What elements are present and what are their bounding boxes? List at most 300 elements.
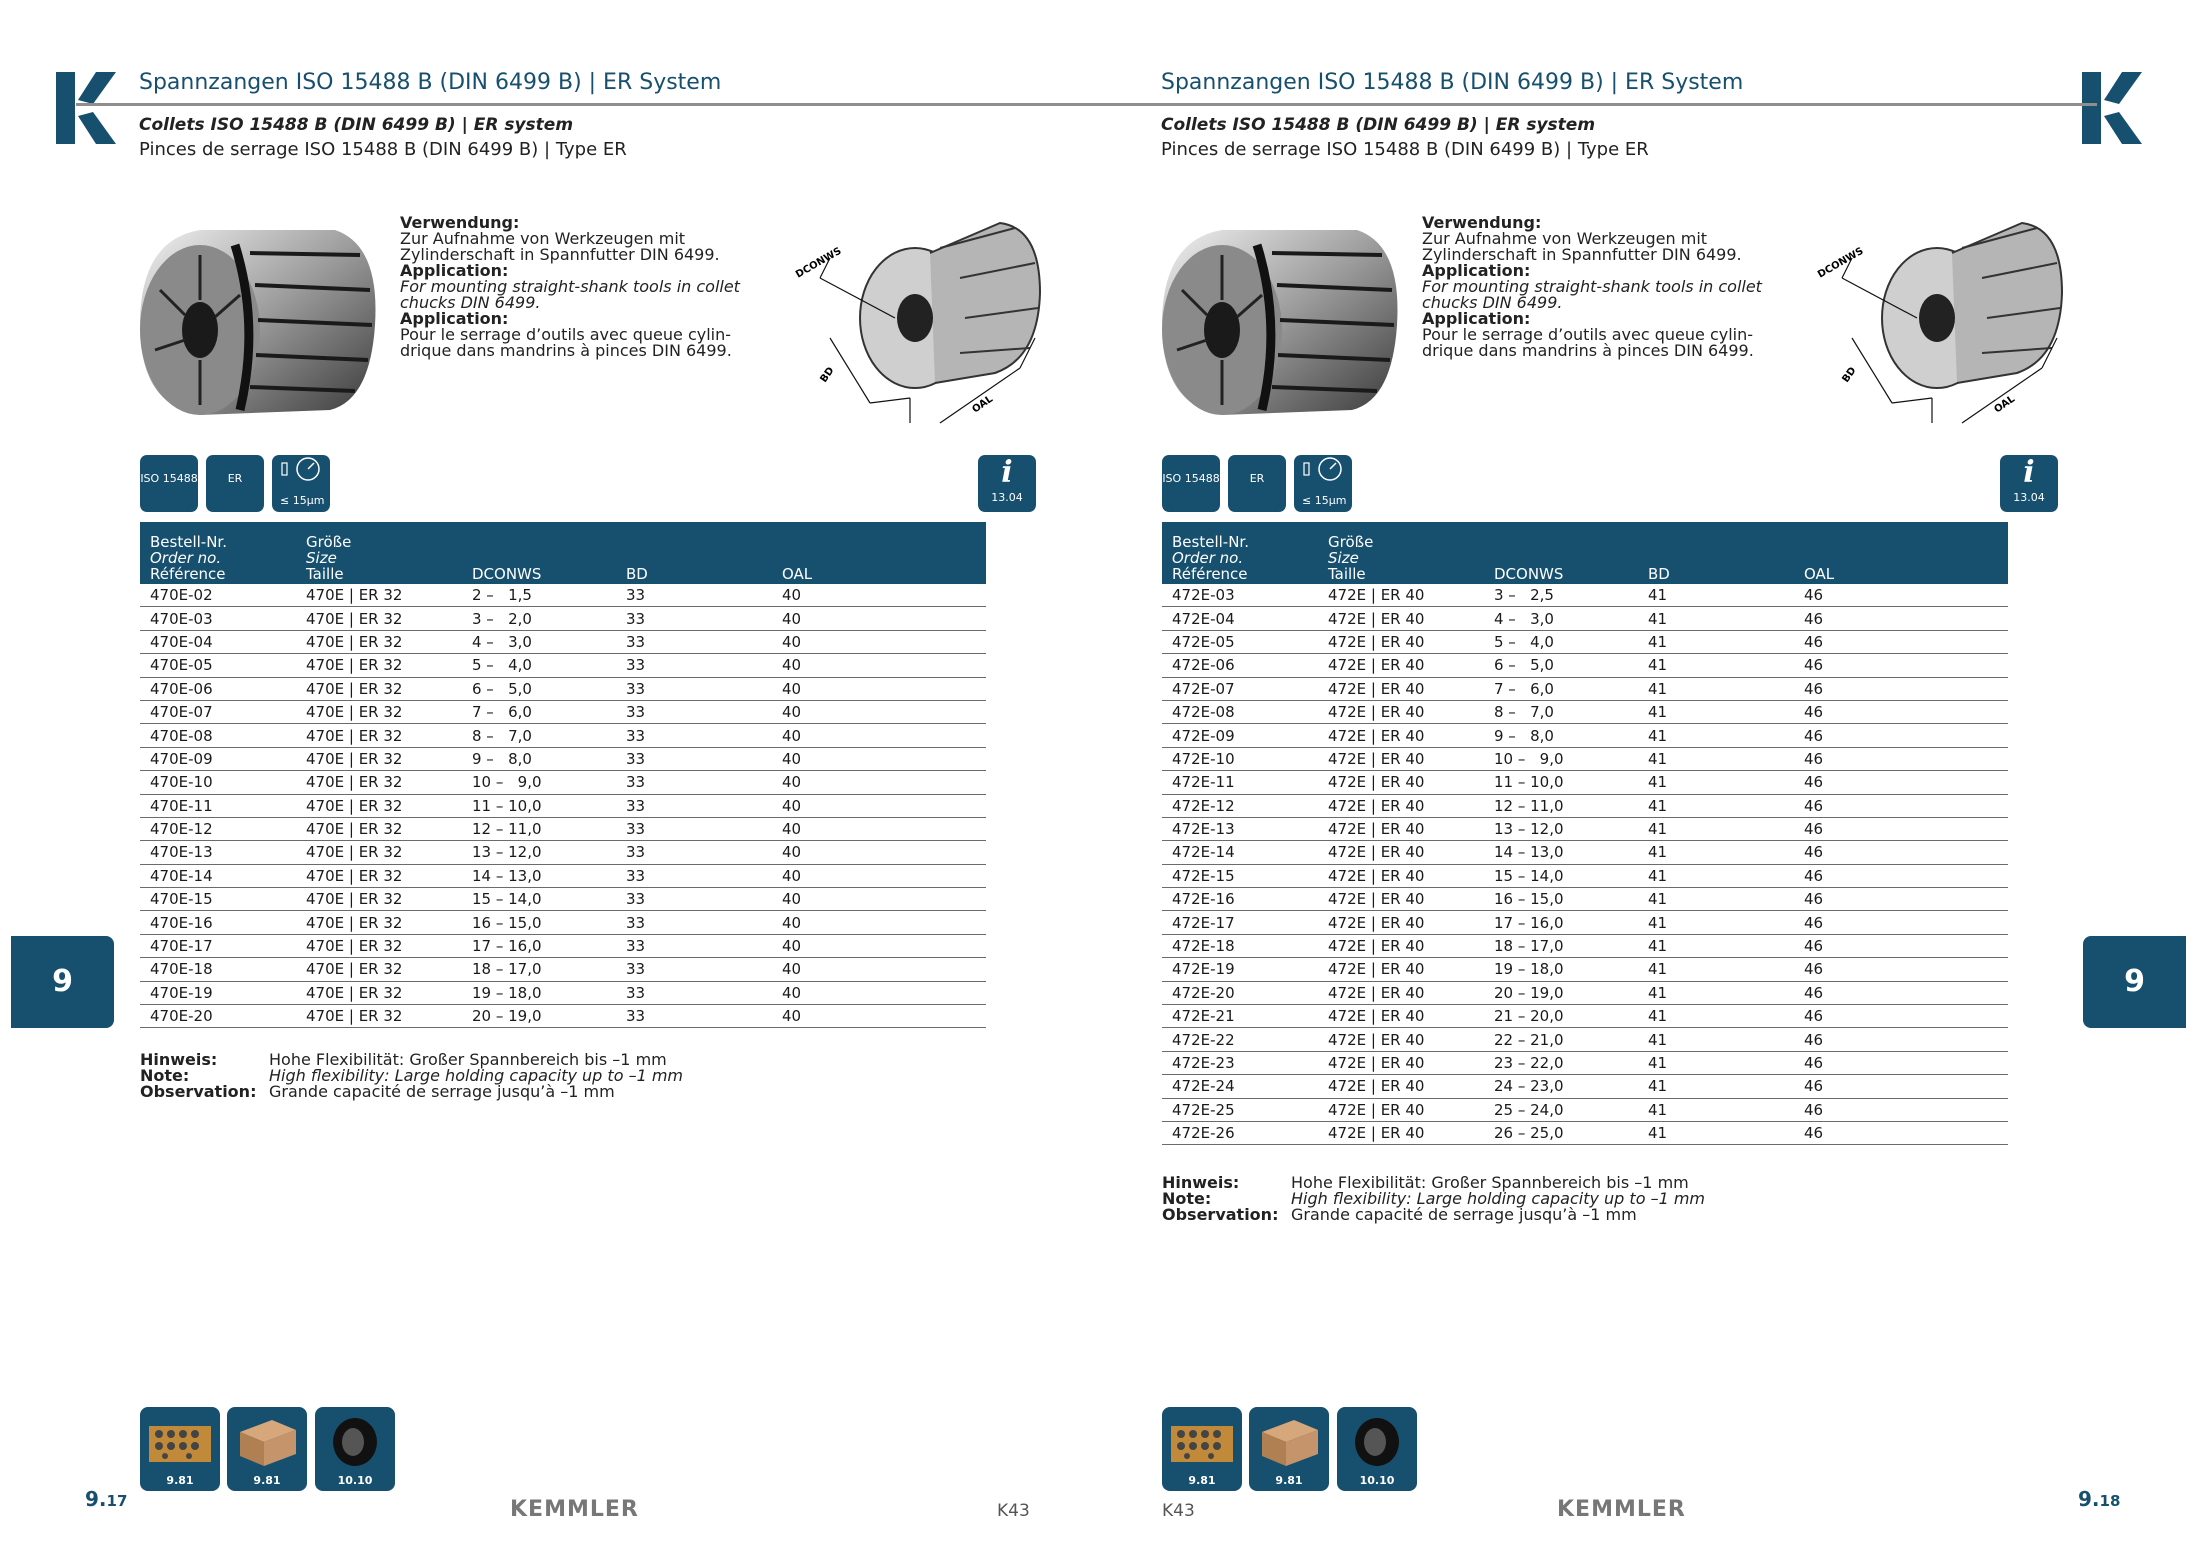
- cell-bd: 33: [616, 888, 772, 911]
- cell-bd: 41: [1638, 934, 1794, 957]
- cell-oal: 40: [772, 724, 986, 747]
- cell-size: 472E | ER 40: [1318, 654, 1484, 677]
- cell-oal: 46: [1794, 911, 2008, 934]
- table-row: [140, 700, 986, 723]
- collet-tray-icon: [145, 1412, 215, 1472]
- cell-order-no: 470E-10: [140, 771, 296, 794]
- runout-badge: ≤ 15μm: [1294, 455, 1352, 512]
- cell-order-no: 470E-11: [140, 794, 296, 817]
- cell-size: 470E | ER 32: [296, 607, 462, 630]
- header-size: Größe Size Taille: [1318, 522, 1484, 584]
- table-header-row: [140, 522, 986, 584]
- cell-dconws: 4 – 3,0: [1484, 607, 1638, 630]
- cell-oal: 40: [772, 981, 986, 1004]
- cell-dconws: 9 – 8,0: [1484, 724, 1638, 747]
- table-row: [1162, 1028, 2008, 1051]
- cell-size: 472E | ER 40: [1318, 747, 1484, 770]
- runout-badge: ≤ 15μm: [272, 455, 330, 512]
- page-number: 9.18: [2078, 1487, 2121, 1511]
- notes: Hinweis: Hohe Flexibilität: Großer Spannbereich bis –1 mm Note: High flexibility: Large holding capacity up to –1 mm Observation: Grande capacité de serrage jusqu’à –1 mm: [1162, 1173, 1706, 1224]
- cell-oal: 40: [772, 794, 986, 817]
- header-oal: OAL: [772, 522, 986, 584]
- table-row: [1162, 607, 2008, 630]
- cell-dconws: 25 – 24,0: [1484, 1098, 1638, 1121]
- clamping-nut-icon: [320, 1412, 390, 1472]
- cell-bd: 33: [616, 1005, 772, 1028]
- cell-dconws: 6 – 5,0: [1484, 654, 1638, 677]
- cell-oal: 40: [772, 584, 986, 607]
- cell-bd: 41: [1638, 630, 1794, 653]
- accessory-box-link[interactable]: 9.81: [1249, 1407, 1329, 1491]
- header-rule: [76, 103, 1097, 106]
- table-row: [1162, 981, 2008, 1004]
- table-row: [1162, 1098, 2008, 1121]
- cell-order-no: 472E-19: [1162, 958, 1318, 981]
- cell-order-no: 470E-07: [140, 700, 296, 723]
- cell-size: 470E | ER 32: [296, 630, 462, 653]
- cell-bd: 41: [1638, 888, 1794, 911]
- cell-size: 472E | ER 40: [1318, 958, 1484, 981]
- accessory-nut-link[interactable]: 10.10: [1337, 1407, 1417, 1491]
- table-row: [140, 654, 986, 677]
- cell-dconws: 24 – 23,0: [1484, 1075, 1638, 1098]
- cell-dconws: 18 – 17,0: [462, 958, 616, 981]
- section-tab[interactable]: 9: [2083, 936, 2186, 1028]
- cell-dconws: 22 – 21,0: [1484, 1028, 1638, 1051]
- cell-dconws: 26 – 25,0: [1484, 1121, 1638, 1144]
- cell-dconws: 18 – 17,0: [1484, 934, 1638, 957]
- notes: Hinweis: Hohe Flexibilität: Großer Spannbereich bis –1 mm Note: High flexibility: Large holding capacity up to –1 mm Observation: Grande capacité de serrage jusqu’à –1 mm: [140, 1050, 684, 1101]
- table-row: [140, 584, 986, 607]
- table-row: [1162, 700, 2008, 723]
- cell-bd: 33: [616, 654, 772, 677]
- cell-order-no: 470E-17: [140, 934, 296, 957]
- cell-dconws: 4 – 3,0: [462, 630, 616, 653]
- cell-order-no: 472E-23: [1162, 1051, 1318, 1074]
- iso-badge: ISO 15488: [140, 455, 198, 512]
- cell-order-no: 472E-22: [1162, 1028, 1318, 1051]
- cell-dconws: 9 – 8,0: [462, 747, 616, 770]
- cell-bd: 41: [1638, 958, 1794, 981]
- cell-bd: 33: [616, 864, 772, 887]
- cell-bd: 33: [616, 677, 772, 700]
- usage-text: Verwendung: Zur Aufnahme von Werkzeugen mit Zylinderschaft in Spannfutter DIN 6499. Application: For mounting straight-shank tools in collet chucks DIN 6499. Application: Pour le serrage d’outils avec queue cylin-drique dans mandrins à pinces DIN 6499.: [1422, 213, 1762, 360]
- table-row: [140, 864, 986, 887]
- cell-oal: 40: [772, 654, 986, 677]
- cell-order-no: 470E-09: [140, 747, 296, 770]
- cell-dconws: 5 – 4,0: [462, 654, 616, 677]
- cell-bd: 33: [616, 700, 772, 723]
- cell-size: 470E | ER 32: [296, 747, 462, 770]
- cell-bd: 41: [1638, 724, 1794, 747]
- cell-oal: 46: [1794, 584, 2008, 607]
- cell-bd: 41: [1638, 654, 1794, 677]
- wooden-box-icon: [1254, 1412, 1324, 1472]
- table-row: [1162, 934, 2008, 957]
- cell-order-no: 472E-25: [1162, 1098, 1318, 1121]
- cell-size: 470E | ER 32: [296, 654, 462, 677]
- cell-size: 470E | ER 32: [296, 864, 462, 887]
- cell-oal: 46: [1794, 817, 2008, 840]
- page-ref: K43: [997, 1501, 1030, 1521]
- cell-order-no: 472E-21: [1162, 1005, 1318, 1028]
- cell-oal: 46: [1794, 771, 2008, 794]
- cell-oal: 46: [1794, 1028, 2008, 1051]
- cell-size: 472E | ER 40: [1318, 864, 1484, 887]
- table-row: [140, 724, 986, 747]
- cell-order-no: 470E-19: [140, 981, 296, 1004]
- cell-dconws: 12 – 11,0: [462, 817, 616, 840]
- cell-size: 472E | ER 40: [1318, 1098, 1484, 1121]
- cell-size: 470E | ER 32: [296, 700, 462, 723]
- cell-dconws: 13 – 12,0: [1484, 817, 1638, 840]
- cell-order-no: 472E-20: [1162, 981, 1318, 1004]
- cell-size: 470E | ER 32: [296, 724, 462, 747]
- cell-dconws: 3 – 2,5: [1484, 584, 1638, 607]
- table-row: [1162, 584, 2008, 607]
- table-row: [1162, 630, 2008, 653]
- header-order-no: Bestell-Nr. Order no. Référence: [1162, 522, 1318, 584]
- cell-oal: 46: [1794, 1005, 2008, 1028]
- table-row: [140, 958, 986, 981]
- cell-bd: 41: [1638, 911, 1794, 934]
- cell-order-no: 470E-20: [140, 1005, 296, 1028]
- cell-order-no: 472E-16: [1162, 888, 1318, 911]
- cell-oal: 40: [772, 607, 986, 630]
- table-row: [1162, 771, 2008, 794]
- cell-bd: 41: [1638, 981, 1794, 1004]
- cell-bd: 33: [616, 981, 772, 1004]
- cell-size: 470E | ER 32: [296, 1005, 462, 1028]
- cell-size: 470E | ER 32: [296, 934, 462, 957]
- table-row: [1162, 747, 2008, 770]
- cell-size: 470E | ER 32: [296, 584, 462, 607]
- cell-size: 472E | ER 40: [1318, 841, 1484, 864]
- cell-order-no: 470E-16: [140, 911, 296, 934]
- collet-table: [140, 522, 986, 1028]
- table-row: [140, 841, 986, 864]
- cell-size: 470E | ER 32: [296, 888, 462, 911]
- page-title: Spannzangen ISO 15488 B (DIN 6499 B) | ER System: [139, 70, 722, 95]
- cell-dconws: 17 – 16,0: [462, 934, 616, 957]
- table-row: [140, 630, 986, 653]
- cell-dconws: 19 – 18,0: [462, 981, 616, 1004]
- cell-dconws: 20 – 19,0: [462, 1005, 616, 1028]
- section-tab[interactable]: 9: [11, 936, 114, 1028]
- cell-oal: 40: [772, 771, 986, 794]
- table-row: [1162, 958, 2008, 981]
- cell-oal: 46: [1794, 654, 2008, 677]
- cell-size: 472E | ER 40: [1318, 1005, 1484, 1028]
- cell-bd: 41: [1638, 1075, 1794, 1098]
- cell-bd: 41: [1638, 677, 1794, 700]
- cell-size: 470E | ER 32: [296, 794, 462, 817]
- iso-badge: ISO 15488: [1162, 455, 1220, 512]
- cell-size: 470E | ER 32: [296, 981, 462, 1004]
- brand-wordmark: KEMMLER: [510, 1497, 639, 1522]
- cell-bd: 41: [1638, 1051, 1794, 1074]
- bd-label: BD: [818, 365, 837, 385]
- er-badge: ER: [206, 455, 264, 512]
- cell-order-no: 472E-13: [1162, 817, 1318, 840]
- cell-oal: 46: [1794, 958, 2008, 981]
- cell-dconws: 2 – 1,5: [462, 584, 616, 607]
- cell-oal: 46: [1794, 1051, 2008, 1074]
- cell-bd: 33: [616, 911, 772, 934]
- accessory-box-link[interactable]: 9.81: [227, 1407, 307, 1491]
- cell-size: 472E | ER 40: [1318, 911, 1484, 934]
- cell-dconws: 16 – 15,0: [1484, 888, 1638, 911]
- cell-order-no: 472E-17: [1162, 911, 1318, 934]
- cell-size: 472E | ER 40: [1318, 817, 1484, 840]
- table-row: [140, 607, 986, 630]
- cell-order-no: 472E-03: [1162, 584, 1318, 607]
- cell-oal: 40: [772, 817, 986, 840]
- cell-size: 472E | ER 40: [1318, 1051, 1484, 1074]
- cell-order-no: 470E-18: [140, 958, 296, 981]
- cell-size: 472E | ER 40: [1318, 724, 1484, 747]
- cell-size: 472E | ER 40: [1318, 981, 1484, 1004]
- collet-table: [1162, 522, 2008, 1145]
- cell-order-no: 470E-05: [140, 654, 296, 677]
- wooden-box-icon: [232, 1412, 302, 1472]
- cell-order-no: 472E-07: [1162, 677, 1318, 700]
- table-row: [1162, 911, 2008, 934]
- table-row: [1162, 1121, 2008, 1144]
- cell-bd: 41: [1638, 1121, 1794, 1144]
- cell-bd: 41: [1638, 607, 1794, 630]
- collet-photo: [1152, 215, 1412, 425]
- cell-oal: 40: [772, 630, 986, 653]
- table-row: [140, 677, 986, 700]
- cell-bd: 33: [616, 607, 772, 630]
- cell-order-no: 470E-08: [140, 724, 296, 747]
- cell-oal: 40: [772, 934, 986, 957]
- info-badge[interactable]: i 13.04: [2000, 455, 2058, 512]
- cell-order-no: 470E-12: [140, 817, 296, 840]
- cell-oal: 46: [1794, 888, 2008, 911]
- bd-label: BD: [1840, 365, 1859, 385]
- cell-bd: 33: [616, 747, 772, 770]
- cell-dconws: 23 – 22,0: [1484, 1051, 1638, 1074]
- table-row: [1162, 724, 2008, 747]
- cell-oal: 46: [1794, 724, 2008, 747]
- right-page: [1097, 0, 2194, 1559]
- cell-bd: 41: [1638, 771, 1794, 794]
- cell-dconws: 21 – 20,0: [1484, 1005, 1638, 1028]
- table-row: [1162, 888, 2008, 911]
- kemmler-k-logo: [56, 72, 116, 144]
- cell-order-no: 472E-18: [1162, 934, 1318, 957]
- cell-size: 470E | ER 32: [296, 958, 462, 981]
- table-row: [140, 888, 986, 911]
- cell-bd: 33: [616, 958, 772, 981]
- cell-order-no: 472E-06: [1162, 654, 1318, 677]
- cell-size: 470E | ER 32: [296, 911, 462, 934]
- table-row: [1162, 1051, 2008, 1074]
- info-badge[interactable]: i 13.04: [978, 455, 1036, 512]
- cell-bd: 41: [1638, 1028, 1794, 1051]
- oal-label: OAL: [970, 393, 996, 416]
- cell-oal: 40: [772, 1005, 986, 1028]
- cell-dconws: 17 – 16,0: [1484, 911, 1638, 934]
- cell-size: 470E | ER 32: [296, 817, 462, 840]
- cell-size: 472E | ER 40: [1318, 1028, 1484, 1051]
- cell-order-no: 472E-10: [1162, 747, 1318, 770]
- collet-dimension-drawing: [790, 208, 1050, 438]
- dial-gauge-icon: [1294, 455, 1352, 489]
- cell-order-no: 472E-05: [1162, 630, 1318, 653]
- er-badge: ER: [1228, 455, 1286, 512]
- cell-size: 472E | ER 40: [1318, 607, 1484, 630]
- cell-oal: 46: [1794, 864, 2008, 887]
- cell-size: 472E | ER 40: [1318, 934, 1484, 957]
- cell-oal: 46: [1794, 747, 2008, 770]
- cell-dconws: 14 – 13,0: [1484, 841, 1638, 864]
- cell-order-no: 472E-12: [1162, 794, 1318, 817]
- header-size: Größe Size Taille: [296, 522, 462, 584]
- cell-order-no: 470E-14: [140, 864, 296, 887]
- cell-size: 472E | ER 40: [1318, 630, 1484, 653]
- cell-size: 472E | ER 40: [1318, 888, 1484, 911]
- page-ref: K43: [1162, 1501, 1195, 1521]
- cell-bd: 41: [1638, 864, 1794, 887]
- cell-order-no: 470E-06: [140, 677, 296, 700]
- dconws-label: DCONWS: [1816, 245, 1866, 281]
- cell-oal: 46: [1794, 981, 2008, 1004]
- cell-dconws: 11 – 10,0: [1484, 771, 1638, 794]
- cell-size: 472E | ER 40: [1318, 1075, 1484, 1098]
- collet-dimension-drawing: [1812, 208, 2072, 438]
- cell-size: 470E | ER 32: [296, 771, 462, 794]
- cell-oal: 40: [772, 958, 986, 981]
- cell-order-no: 472E-09: [1162, 724, 1318, 747]
- cell-order-no: 472E-14: [1162, 841, 1318, 864]
- cell-bd: 41: [1638, 700, 1794, 723]
- dconws-label: DCONWS: [794, 245, 844, 281]
- cell-oal: 46: [1794, 934, 2008, 957]
- accessory-tray-link[interactable]: 9.81: [1162, 1407, 1242, 1491]
- kemmler-k-logo: [2082, 72, 2142, 144]
- cell-bd: 33: [616, 841, 772, 864]
- cell-oal: 40: [772, 841, 986, 864]
- table-row: [1162, 864, 2008, 887]
- header-rule: [1097, 103, 2097, 106]
- cell-size: 472E | ER 40: [1318, 700, 1484, 723]
- cell-oal: 40: [772, 747, 986, 770]
- collet-tray-icon: [1167, 1412, 1237, 1472]
- cell-oal: 40: [772, 911, 986, 934]
- usage-text: Verwendung: Zur Aufnahme von Werkzeugen mit Zylinderschaft in Spannfutter DIN 6499. Application: For mounting straight-shank tools in collet chucks DIN 6499. Application: Pour le serrage d’outils avec queue cylin-drique dans mandrins à pinces DIN 6499.: [400, 213, 740, 360]
- cell-dconws: 3 – 2,0: [462, 607, 616, 630]
- cell-order-no: 470E-15: [140, 888, 296, 911]
- cell-dconws: 12 – 11,0: [1484, 794, 1638, 817]
- page-number: 9.17: [85, 1487, 128, 1511]
- cell-oal: 46: [1794, 677, 2008, 700]
- table-row: [1162, 841, 2008, 864]
- cell-bd: 41: [1638, 841, 1794, 864]
- cell-oal: 46: [1794, 1075, 2008, 1098]
- table-header-row: [1162, 522, 2008, 584]
- cell-oal: 46: [1794, 794, 2008, 817]
- table-row: [140, 934, 986, 957]
- table-row: [140, 817, 986, 840]
- accessory-tray-link[interactable]: 9.81: [140, 1407, 220, 1491]
- table-row: [1162, 817, 2008, 840]
- cell-dconws: 19 – 18,0: [1484, 958, 1638, 981]
- cell-dconws: 5 – 4,0: [1484, 630, 1638, 653]
- header-order-no: Bestell-Nr. Order no. Référence: [140, 522, 296, 584]
- cell-dconws: 15 – 14,0: [462, 888, 616, 911]
- table-row: [140, 981, 986, 1004]
- cell-oal: 40: [772, 888, 986, 911]
- cell-size: 470E | ER 32: [296, 841, 462, 864]
- table-row: [1162, 1075, 2008, 1098]
- cell-dconws: 20 – 19,0: [1484, 981, 1638, 1004]
- dial-gauge-icon: [272, 455, 330, 489]
- cell-oal: 40: [772, 677, 986, 700]
- collet-photo: [130, 215, 390, 425]
- cell-bd: 33: [616, 584, 772, 607]
- cell-dconws: 10 – 9,0: [1484, 747, 1638, 770]
- cell-dconws: 13 – 12,0: [462, 841, 616, 864]
- cell-order-no: 472E-04: [1162, 607, 1318, 630]
- page-title: Spannzangen ISO 15488 B (DIN 6499 B) | ER System: [1161, 70, 1744, 95]
- cell-bd: 41: [1638, 794, 1794, 817]
- cell-dconws: 15 – 14,0: [1484, 864, 1638, 887]
- header-bd: BD: [616, 522, 772, 584]
- header-bd: BD: [1638, 522, 1794, 584]
- cell-size: 472E | ER 40: [1318, 1121, 1484, 1144]
- cell-size: 472E | ER 40: [1318, 794, 1484, 817]
- table-row: [140, 747, 986, 770]
- cell-order-no: 472E-08: [1162, 700, 1318, 723]
- cell-bd: 41: [1638, 1098, 1794, 1121]
- cell-oal: 46: [1794, 841, 2008, 864]
- cell-oal: 40: [772, 864, 986, 887]
- cell-dconws: 10 – 9,0: [462, 771, 616, 794]
- header-oal: OAL: [1794, 522, 2008, 584]
- subtitle-fr: Pinces de serrage ISO 15488 B (DIN 6499 B) | Type ER: [139, 139, 627, 160]
- cell-order-no: 470E-02: [140, 584, 296, 607]
- cell-dconws: 7 – 6,0: [462, 700, 616, 723]
- cell-oal: 46: [1794, 700, 2008, 723]
- table-row: [140, 771, 986, 794]
- cell-oal: 40: [772, 700, 986, 723]
- table-row: [1162, 654, 2008, 677]
- brand-wordmark: KEMMLER: [1557, 1497, 1686, 1522]
- table-row: [140, 911, 986, 934]
- cell-bd: 41: [1638, 584, 1794, 607]
- cell-bd: 33: [616, 630, 772, 653]
- cell-dconws: 11 – 10,0: [462, 794, 616, 817]
- cell-oal: 46: [1794, 1121, 2008, 1144]
- cell-dconws: 16 – 15,0: [462, 911, 616, 934]
- clamping-nut-icon: [1342, 1412, 1412, 1472]
- info-icon: i: [2023, 455, 2035, 490]
- cell-order-no: 472E-26: [1162, 1121, 1318, 1144]
- cell-bd: 33: [616, 794, 772, 817]
- accessory-nut-link[interactable]: 10.10: [315, 1407, 395, 1491]
- oal-label: OAL: [1992, 393, 2018, 416]
- cell-size: 470E | ER 32: [296, 677, 462, 700]
- cell-bd: 33: [616, 934, 772, 957]
- cell-size: 472E | ER 40: [1318, 771, 1484, 794]
- cell-order-no: 470E-04: [140, 630, 296, 653]
- cell-dconws: 6 – 5,0: [462, 677, 616, 700]
- cell-oal: 46: [1794, 630, 2008, 653]
- table-row: [1162, 1005, 2008, 1028]
